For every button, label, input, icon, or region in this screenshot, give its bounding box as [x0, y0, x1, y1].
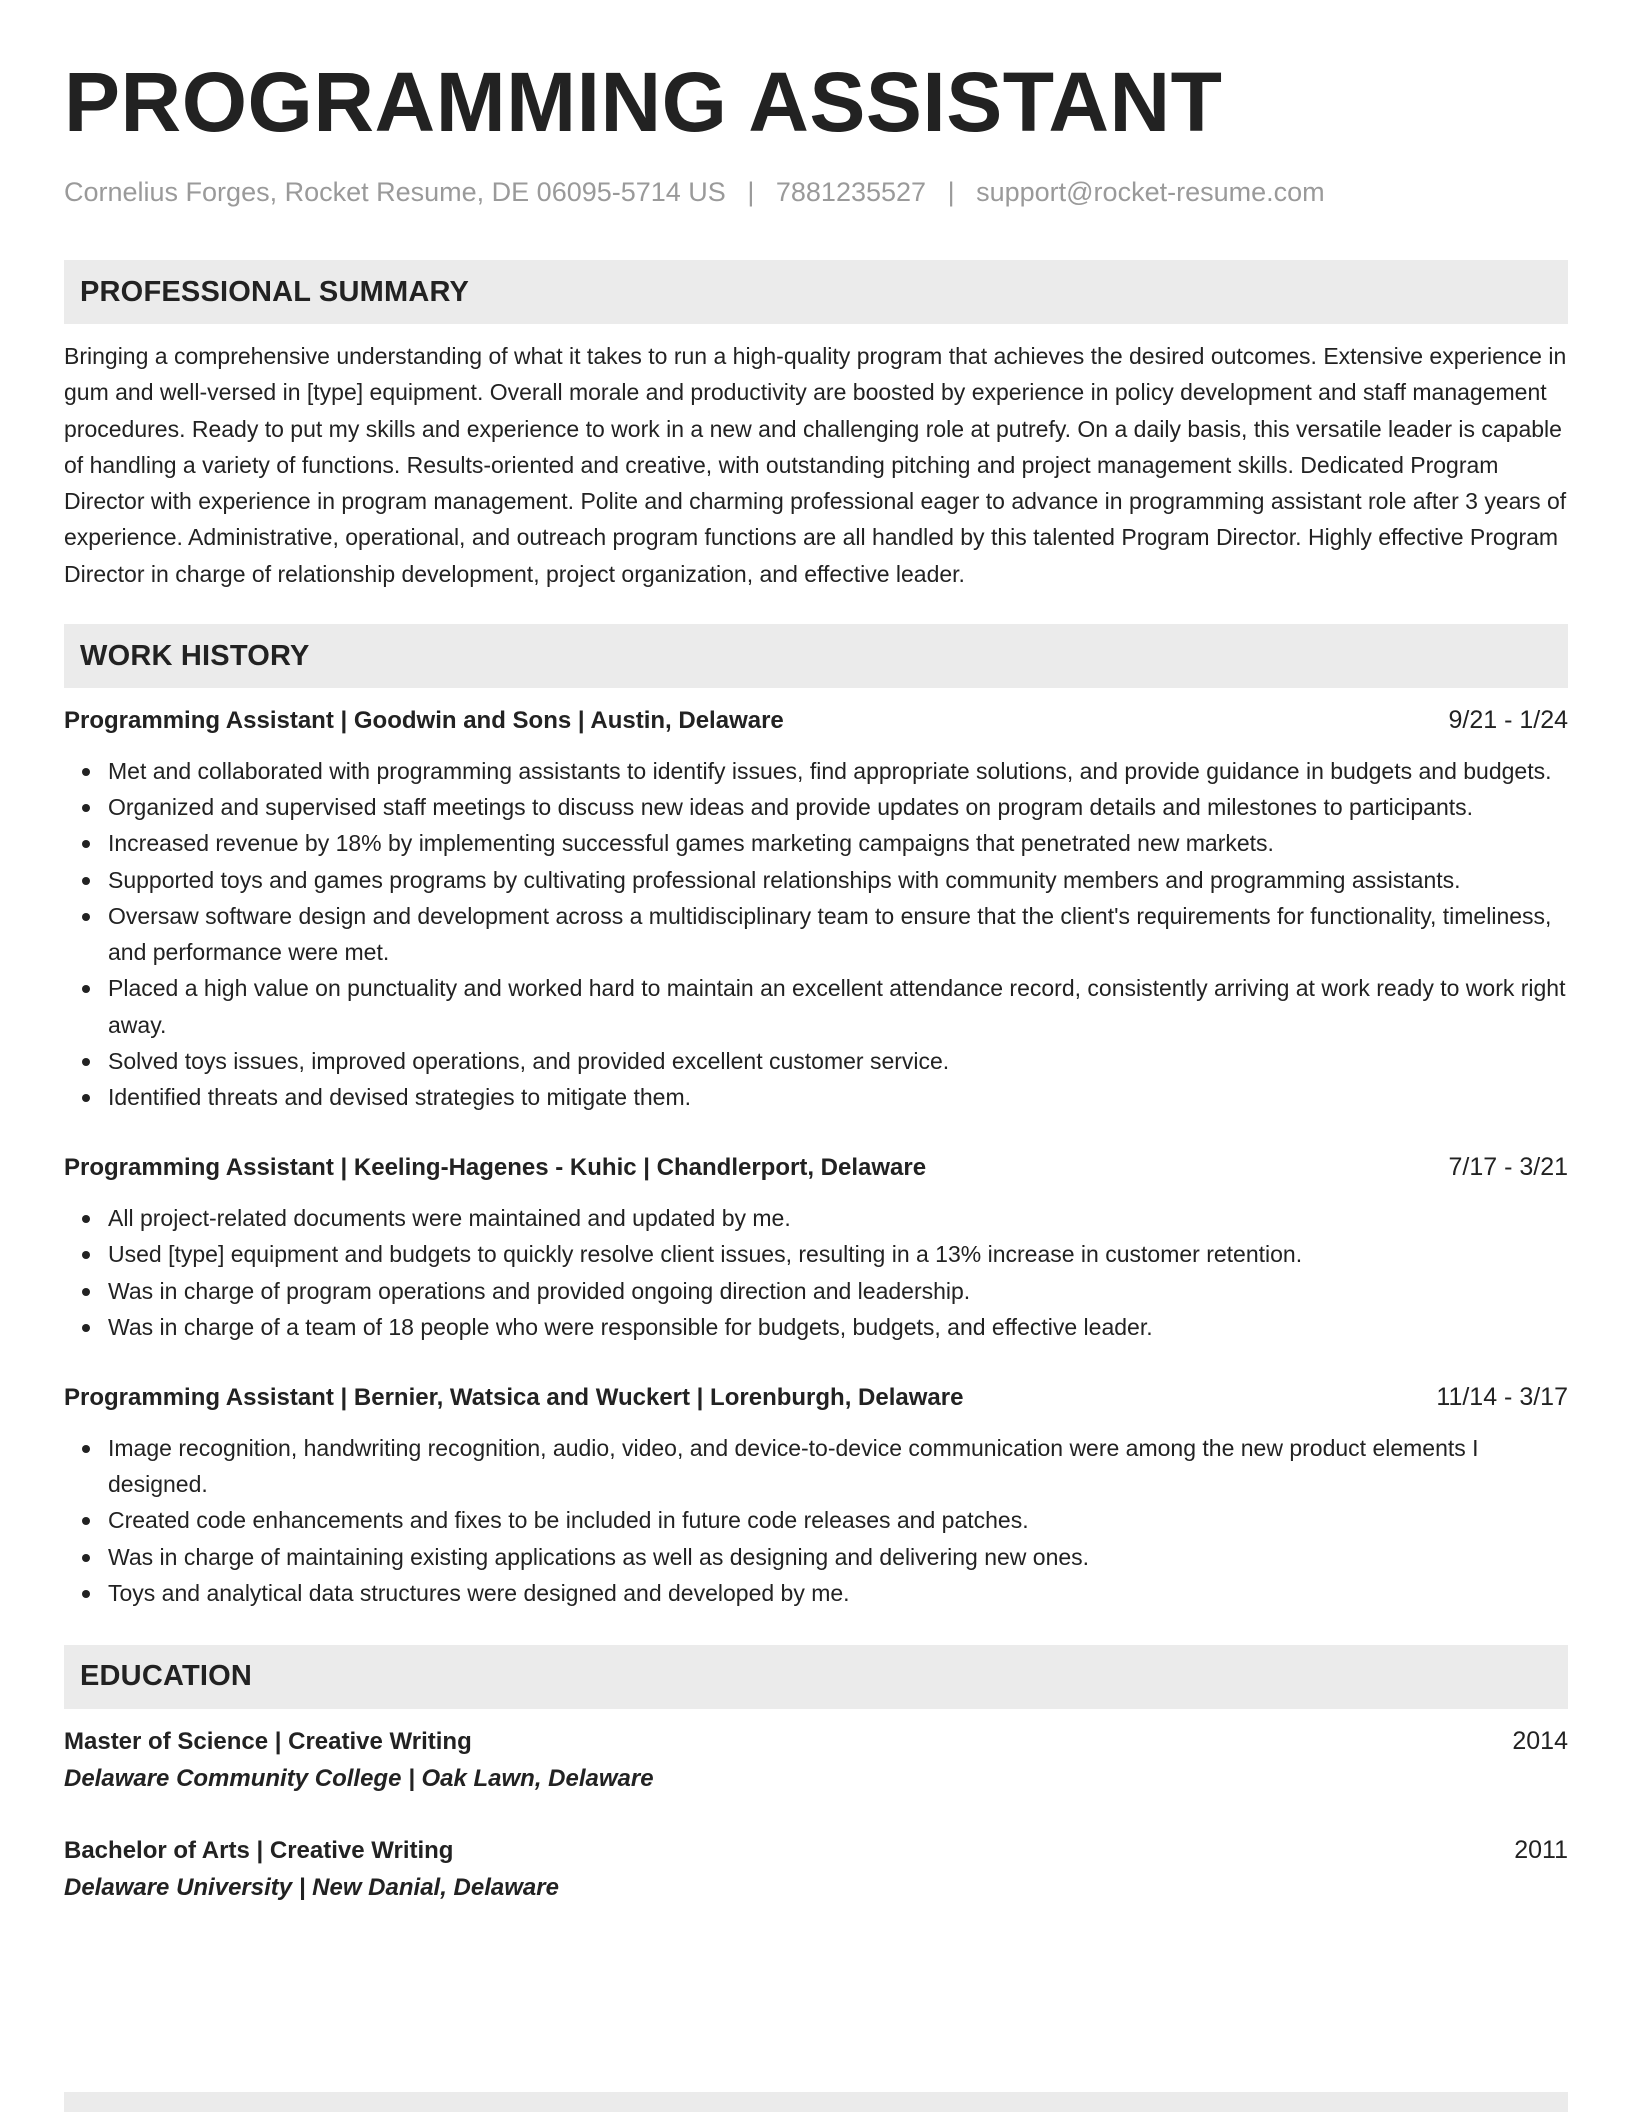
job-bullet: Supported toys and games programs by cultivating professional relationships with community members and programming assistants.	[108, 862, 1568, 898]
job-dates: 11/14 - 3/17	[1436, 1382, 1568, 1411]
education-header	[64, 1723, 1568, 1760]
education-entry	[64, 1832, 1568, 1907]
job-title: Programming Assistant | Bernier, Watsica and Wuckert | Lorenburgh, Delaware	[64, 1383, 964, 1411]
job-bullet-list	[64, 1430, 1568, 1611]
job-bullet: Placed a high value on punctuality and worked hard to maintain an excellent attendance record, consistently arriving at work ready to work right away.	[108, 970, 1568, 1042]
job-bullet: Met and collaborated with programming assistants to identify issues, find appropriate solutions, and provide guidance in budgets and budgets.	[108, 753, 1568, 789]
job-title: Programming Assistant | Keeling-Hagenes - Kuhic | Chandlerport, Delaware	[64, 1154, 927, 1182]
section-header-education: EDUCATION	[64, 1645, 1568, 1709]
contact-separator: |	[947, 177, 955, 207]
contact-email: support@rocket-resume.com	[976, 177, 1325, 207]
education-school: Delaware University | New Danial, Delaware	[64, 1873, 559, 1901]
job-dates: 9/21 - 1/24	[1448, 706, 1568, 735]
contact-address: Cornelius Forges, Rocket Resume, DE 06095-5714 US	[64, 177, 726, 207]
job-bullet: All project-related documents were maintained and updated by me.	[108, 1200, 1568, 1236]
education-header	[64, 1832, 1568, 1869]
job-title: Programming Assistant | Goodwin and Sons | Austin, Delaware	[64, 707, 784, 735]
education-year: 2014	[1512, 1726, 1568, 1755]
job-bullet: Solved toys issues, improved operations, and provided excellent customer service.	[108, 1043, 1568, 1079]
education-entry	[64, 1723, 1568, 1798]
contact-phone: 7881235527	[775, 177, 927, 207]
job-bullet: Created code enhancements and fixes to be included in future code releases and patches.	[108, 1502, 1568, 1538]
section-header-professional-summary: PROFESSIONAL SUMMARY	[64, 260, 1568, 324]
job-bullet: Toys and analytical data structures were designed and developed by me.	[108, 1575, 1568, 1611]
job-dates: 7/17 - 3/21	[1448, 1153, 1568, 1182]
job-entry	[64, 702, 1568, 1115]
job-header	[64, 1149, 1568, 1186]
job-bullet-list	[64, 1200, 1568, 1345]
section-header-work-history: WORK HISTORY	[64, 624, 1568, 688]
job-header	[64, 702, 1568, 739]
education-degree: Master of Science | Creative Writing	[64, 1727, 472, 1755]
education-degree: Bachelor of Arts | Creative Writing	[64, 1836, 454, 1864]
summary-text: Bringing a comprehensive understanding of what it takes to run a high-quality program that achieves the desired outcomes. Extensive experience in gum and well-versed in [type] equipment. Overall morale and productivity are boosted by experience in policy development and staff management procedures. Ready to put my skills and experience to work in a new and challenging role at putrefy. On a daily basis, this versatile leader is capable of handling a variety of functions. Results-oriented and creative, with outstanding pitching and project management skills. Dedicated Program Director with experience in program management. Polite and charming professional eager to advance in programming assistant role after 3 years of experience. Administrative, operational, and outreach program functions are all handled by this talented Program Director. Highly effective Program Director in charge of relationship development, project organization, and effective leader.	[64, 343, 1567, 587]
education-school: Delaware Community College | Oak Lawn, Delaware	[64, 1764, 654, 1792]
job-bullet: Increased revenue by 18% by implementing successful games marketing campaigns that penetrated new markets.	[108, 825, 1568, 861]
next-section-header-band	[64, 2092, 1568, 2112]
job-bullet: Was in charge of maintaining existing applications as well as designing and delivering new ones.	[108, 1539, 1568, 1575]
job-bullet: Was in charge of program operations and provided ongoing direction and leadership.	[108, 1273, 1568, 1309]
job-bullet: Image recognition, handwriting recognition, audio, video, and device-to-device communication were among the new product elements I designed.	[108, 1430, 1568, 1502]
resume-title: PROGRAMMING ASSISTANT	[64, 55, 1223, 149]
job-bullet: Identified threats and devised strategies to mitigate them.	[108, 1079, 1568, 1115]
job-header	[64, 1379, 1568, 1416]
job-bullet: Used [type] equipment and budgets to quickly resolve client issues, resulting in a 13% increase in customer retention.	[108, 1236, 1568, 1272]
education-year: 2011	[1514, 1835, 1568, 1864]
contact-separator: |	[747, 177, 755, 207]
resume-page	[64, 52, 1568, 1907]
contact-line	[64, 174, 1568, 210]
job-bullet: Was in charge of a team of 18 people who were responsible for budgets, budgets, and effective leader.	[108, 1309, 1568, 1345]
job-entry	[64, 1379, 1568, 1611]
job-bullet-list	[64, 753, 1568, 1115]
job-bullet: Oversaw software design and development across a multidisciplinary team to ensure that the client's requirements for functionality, timeliness, and performance were met.	[108, 898, 1568, 970]
job-entry	[64, 1149, 1568, 1345]
job-bullet: Organized and supervised staff meetings to discuss new ideas and provide updates on program details and milestones to participants.	[108, 789, 1568, 825]
